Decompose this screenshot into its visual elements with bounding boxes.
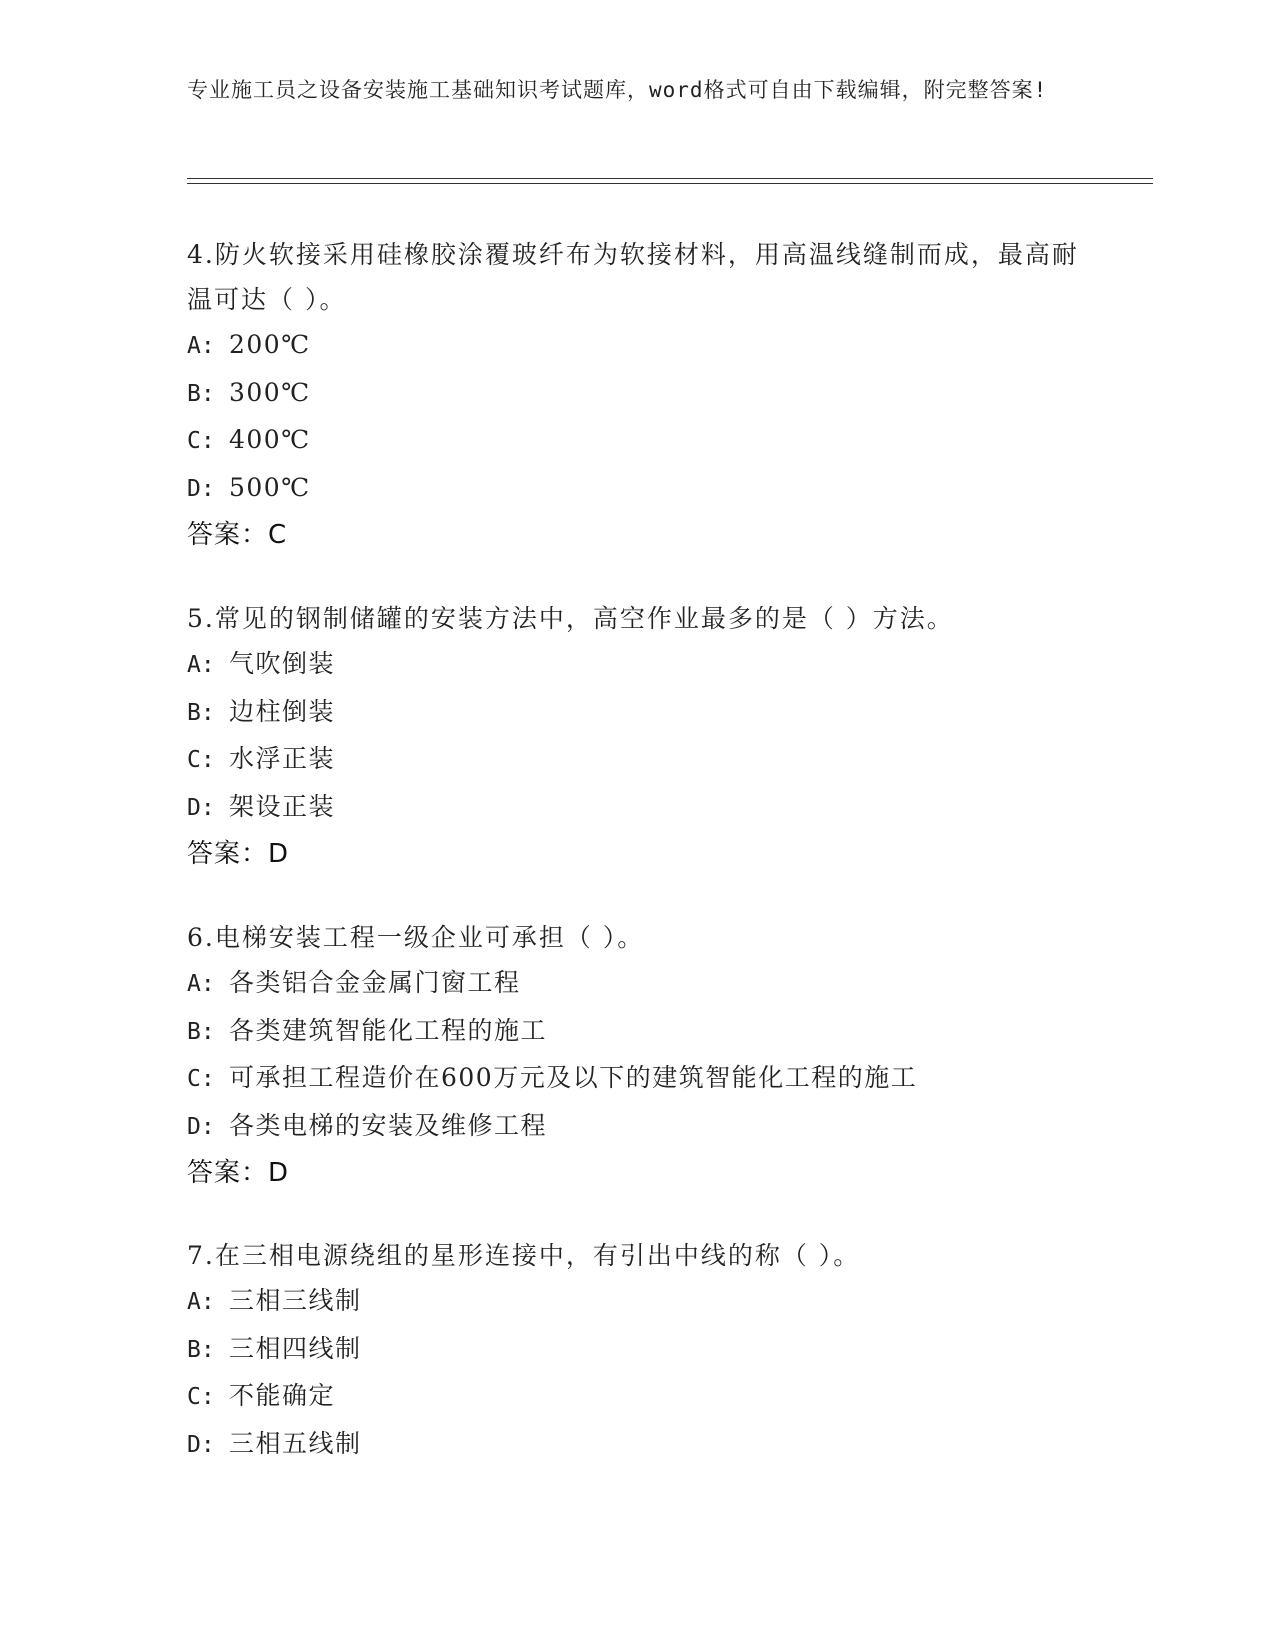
question-text: 4.防火软接采用硅橡胶涂覆玻纤布为软接材料，用高温线缝制而成，最高耐温可达（ ）。 xyxy=(187,240,1079,314)
option-c xyxy=(187,1055,1087,1103)
document-intro: 专业施工员之设备安装施工基础知识考试题库，word格式可自由下载编辑，附完整答案! xyxy=(187,78,1048,102)
question-text: 6.电梯安装工程一级企业可承担（ ）。 xyxy=(187,923,645,952)
option-text: 三相五线制 xyxy=(229,1428,362,1458)
answer-label: 答案：D xyxy=(187,839,290,869)
option-text: 各类电梯的安装及维修工程 xyxy=(229,1110,548,1140)
question-5 xyxy=(187,596,1087,877)
option-c xyxy=(187,736,1087,784)
option-d xyxy=(187,1421,1087,1469)
option-b xyxy=(187,370,1087,418)
question-7 xyxy=(187,1233,1087,1468)
option-a xyxy=(187,960,1087,1008)
option-letter: A: xyxy=(187,971,215,997)
option-text: 不能确定 xyxy=(229,1381,336,1410)
option-text: 200℃ xyxy=(229,330,311,359)
option-text: 各类建筑智能化工程的施工 xyxy=(229,1015,548,1045)
option-letter: A: xyxy=(187,652,215,678)
option-a xyxy=(187,1278,1087,1326)
question-6 xyxy=(187,915,1087,1196)
option-text: 水浮正装 xyxy=(229,744,336,773)
option-letter: D: xyxy=(187,475,215,502)
option-letter: B: xyxy=(187,1336,215,1363)
option-text: 400℃ xyxy=(229,425,311,454)
option-text: 各类铝合金金属门窗工程 xyxy=(229,968,521,997)
option-text: 架设正装 xyxy=(229,791,336,821)
option-d xyxy=(187,784,1087,832)
answer-label: 答案：D xyxy=(187,1158,290,1188)
option-letter: B: xyxy=(187,699,215,726)
option-a xyxy=(187,641,1087,689)
option-letter: C: xyxy=(187,1384,215,1410)
option-text: 边柱倒装 xyxy=(229,696,336,726)
option-d xyxy=(187,465,1087,513)
answer-label: 答案：C xyxy=(187,520,288,550)
option-d xyxy=(187,1103,1087,1151)
option-text: 气吹倒装 xyxy=(229,649,336,678)
option-text: 可承担工程造价在600万元及以下的建筑智能化工程的施工 xyxy=(229,1063,918,1092)
option-text: 300℃ xyxy=(229,377,311,407)
option-letter: C: xyxy=(187,1066,215,1092)
question-4 xyxy=(187,232,1087,558)
option-letter: D: xyxy=(187,1113,215,1140)
option-letter: B: xyxy=(187,1018,215,1045)
header-divider-bottom xyxy=(187,183,1153,184)
option-b xyxy=(187,1008,1087,1056)
header-divider-top xyxy=(187,178,1153,179)
option-text: 三相三线制 xyxy=(229,1286,362,1315)
option-letter: D: xyxy=(187,794,215,821)
option-text: 三相四线制 xyxy=(229,1333,362,1363)
option-letter: B: xyxy=(187,380,215,407)
option-text: 500℃ xyxy=(229,472,311,502)
question-text: 7.在三相电源绕组的星形连接中，有引出中线的称（ ）。 xyxy=(187,1241,861,1270)
option-letter: A: xyxy=(187,333,215,359)
option-c xyxy=(187,1373,1087,1421)
option-b xyxy=(187,689,1087,737)
option-c xyxy=(187,417,1087,465)
option-letter: C: xyxy=(187,428,215,454)
option-letter: C: xyxy=(187,747,215,773)
option-letter: D: xyxy=(187,1431,215,1458)
option-a xyxy=(187,322,1087,370)
question-text: 5.常见的钢制储罐的安装方法中，高空作业最多的是（ ）方法。 xyxy=(187,604,954,633)
option-b xyxy=(187,1326,1087,1374)
option-letter: A: xyxy=(187,1289,215,1315)
